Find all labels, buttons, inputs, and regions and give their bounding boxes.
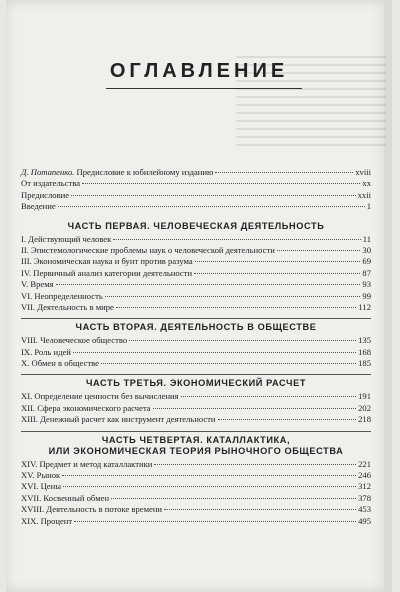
toc-entry-title: III. Экономическая наука и бунт против разума <box>21 256 193 267</box>
toc-page-number: xx <box>362 178 371 189</box>
toc-page-number: xviii <box>355 167 371 177</box>
toc-entry-title: V. Время <box>21 279 54 290</box>
dot-leader <box>164 509 356 510</box>
toc-entry-title: XI. Определение ценности без вычисления <box>21 391 179 402</box>
dot-leader <box>73 352 356 353</box>
toc-page-number: 312 <box>358 481 371 492</box>
toc-entry[interactable] <box>21 347 371 358</box>
toc-entry[interactable] <box>21 234 371 245</box>
dot-leader <box>215 172 353 173</box>
part-heading <box>21 318 371 335</box>
toc-entry-title: XIII. Денежный расчет как инструмент деятельности <box>21 414 216 425</box>
dot-leader <box>277 250 361 251</box>
dot-leader <box>71 195 356 196</box>
toc-entry-title: XIX. Процент <box>21 515 73 526</box>
toc-entry[interactable] <box>21 459 371 470</box>
toc-page-number: 495 <box>358 515 371 526</box>
toc-page-number: 1 <box>366 201 371 212</box>
toc-entry[interactable] <box>21 256 371 267</box>
toc-entry-title: VII. Деятельность в мире <box>21 301 114 312</box>
toc-entry-title: II. Эпистемологические проблемы наук о человеческой деятельности <box>21 244 275 255</box>
dot-leader <box>101 363 356 364</box>
toc-entry-title: XV. Рынок <box>21 470 61 481</box>
toc-page-number: 99 <box>362 290 371 301</box>
toc-entry-title: XVI. Цены <box>21 481 61 492</box>
part-heading-line: ЧАСТЬ ВТОРАЯ. ДЕЯТЕЛЬНОСТЬ В ОБЩЕСТВЕ <box>75 322 317 333</box>
toc-entry-title: IX. Роль идей <box>21 346 71 357</box>
toc-page-number: 11 <box>362 233 371 244</box>
dot-leader <box>129 340 356 341</box>
toc-entry[interactable] <box>21 268 371 279</box>
toc-entry-title: XVIII. Деятельность в потоке времени <box>21 504 163 515</box>
dot-leader <box>195 261 361 262</box>
page-title: ОГЛАВЛЕНИЕ <box>109 60 289 82</box>
toc-page-number: 246 <box>358 470 371 481</box>
toc-entry-title: Введение <box>21 201 56 212</box>
toc-entry[interactable] <box>21 245 371 256</box>
toc-entry[interactable] <box>21 302 371 313</box>
toc-entry-title: XIV. Предмет и метод каталлактики <box>21 458 153 469</box>
toc-page-number: 87 <box>362 267 371 278</box>
part-heading <box>21 219 371 234</box>
toc-entry[interactable] <box>21 279 371 290</box>
toc-entry-title: VIII. Человеческое общество <box>21 335 128 346</box>
toc-entry[interactable] <box>21 190 371 201</box>
table-of-contents <box>21 167 371 527</box>
toc-entry[interactable] <box>21 201 371 212</box>
toc-entry-title: I. Действующий человек <box>21 233 112 244</box>
toc-entry[interactable] <box>21 167 371 178</box>
toc-entry-title: IV. Первичный анализ категории деятельности <box>21 267 193 278</box>
toc-entry-author: Д. Потапенко. <box>21 167 75 177</box>
toc-entry[interactable] <box>21 403 371 414</box>
toc-entry-title-text: Предисловие к юбилейному изданию <box>74 167 214 177</box>
dot-leader <box>194 273 360 274</box>
toc-page-number: 218 <box>358 414 371 425</box>
dot-leader <box>181 396 357 397</box>
part-heading <box>21 374 371 391</box>
dot-leader <box>62 475 356 476</box>
toc-entry-title: X. Обмен в обществе <box>21 358 99 369</box>
dot-leader <box>105 296 361 297</box>
dot-leader <box>116 307 357 308</box>
toc-page-number: 185 <box>358 358 371 369</box>
dot-leader <box>82 183 360 184</box>
dot-leader <box>58 206 365 207</box>
toc-entry-title: От издательства <box>21 178 81 189</box>
toc-page-number: 168 <box>358 346 371 357</box>
toc-entry[interactable] <box>21 335 371 346</box>
toc-page-number: 93 <box>362 279 371 290</box>
toc-page-number: 221 <box>358 458 371 469</box>
dot-leader <box>218 419 357 420</box>
title-underline <box>106 88 302 89</box>
part-heading-line: ЧАСТЬ ПЕРВАЯ. ЧЕЛОВЕЧЕСКАЯ ДЕЯТЕЛЬНОСТЬ <box>67 220 325 231</box>
toc-entry-title: Предисловие <box>21 189 70 200</box>
book-page <box>6 0 392 592</box>
toc-page-number: 202 <box>358 402 371 413</box>
toc-entry[interactable] <box>21 481 371 492</box>
toc-entry[interactable] <box>21 358 371 369</box>
part-heading-line: ИЛИ ЭКОНОМИЧЕСКАЯ ТЕОРИЯ РЫНОЧНОГО ОБЩЕСТВА <box>48 445 344 456</box>
toc-page-number: 191 <box>358 391 371 402</box>
dot-leader <box>74 521 356 522</box>
dot-leader <box>153 408 356 409</box>
toc-entry[interactable] <box>21 504 371 515</box>
toc-entry[interactable] <box>21 291 371 302</box>
dot-leader <box>111 498 356 499</box>
toc-entry-title: XII. Сфера экономического расчета <box>21 402 151 413</box>
toc-page-number: 135 <box>358 335 371 346</box>
toc-entry[interactable] <box>21 178 371 189</box>
dot-leader <box>63 486 356 487</box>
toc-page-number: xxii <box>357 189 371 200</box>
toc-entry[interactable] <box>21 470 371 481</box>
toc-page-number: 378 <box>358 492 371 503</box>
dot-leader <box>56 284 361 285</box>
part-heading-line: ЧАСТЬ ТРЕТЬЯ. ЭКОНОМИЧЕСКИЙ РАСЧЕТ <box>85 378 307 389</box>
part-heading <box>21 431 371 459</box>
toc-page-number: 112 <box>358 301 371 312</box>
toc-entry[interactable] <box>21 391 371 402</box>
toc-entry-title: XVII. Косвенный обмен <box>21 492 110 503</box>
toc-page-number: 453 <box>358 504 371 515</box>
toc-entry[interactable] <box>21 516 371 527</box>
toc-entry[interactable] <box>21 414 371 425</box>
toc-entry-title: VI. Неопределенность <box>21 290 103 301</box>
toc-page-number: 30 <box>362 244 371 255</box>
dot-leader <box>113 239 360 240</box>
toc-page-number: 69 <box>362 256 371 267</box>
toc-entry[interactable] <box>21 493 371 504</box>
toc-entry-title <box>21 167 213 178</box>
dot-leader <box>154 464 356 465</box>
part-heading-line: ЧАСТЬ ЧЕТВЕРТАЯ. КАТАЛЛАКТИКА, <box>101 434 291 445</box>
